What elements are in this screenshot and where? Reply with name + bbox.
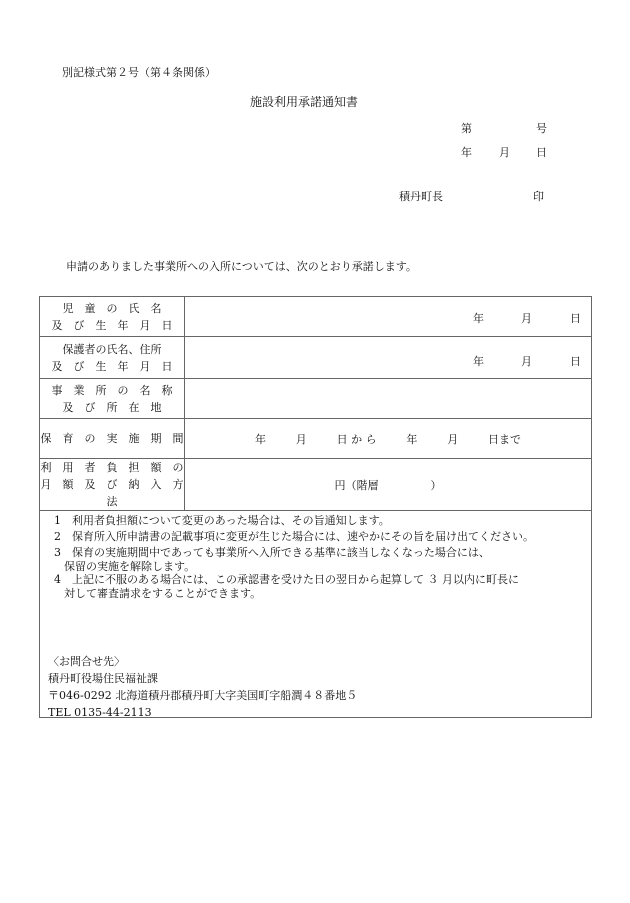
guardian-birthdate [473, 353, 581, 367]
month-label: 月 [521, 354, 532, 368]
note-number: 4 [54, 573, 61, 586]
note-4 [54, 573, 519, 601]
fee-label [40, 459, 195, 511]
note-1 [54, 514, 390, 528]
guardian-label-line2: 及 び 生 年 月 日 [51, 359, 173, 373]
period-to-month: 月 [447, 432, 459, 446]
period-label: 保 育 の 実 施 期 間 [40, 419, 185, 459]
table-row-period [40, 419, 592, 459]
table-row-fee [40, 459, 592, 511]
contact-block [48, 653, 357, 721]
note-continuation: 対して審査請求をすることができます。 [64, 587, 262, 600]
guardian-label-line1: 保護者の氏名、住所 [62, 342, 162, 356]
note-2 [54, 530, 534, 544]
fee-label-line2: 月 額 及 び 納 入 方 法 [40, 478, 195, 508]
year-label: 年 [473, 311, 484, 325]
child-label-line1: 児 童 の 氏 名 [62, 301, 162, 315]
approval-table [39, 296, 592, 511]
child-label [40, 297, 185, 337]
note-number: 3 [54, 546, 61, 559]
note-text: 保育の実施期間中であっても事業所へ入所できる基準に該当しなくなった場合には、 [72, 546, 490, 559]
year-label: 年 [461, 146, 472, 159]
period-from-year: 年 [255, 432, 266, 446]
day-label: 日 [570, 354, 581, 368]
number-suffix: 号 [536, 122, 547, 135]
form-number: 別記様式第２号（第４条関係） [62, 66, 216, 79]
year-label: 年 [473, 354, 484, 368]
contact-address: 〒046-0292 北海道積丹郡積丹町大字美国町字船澗４８番地５ [48, 689, 358, 702]
day-label: 日 [570, 311, 581, 325]
contact-phone: TEL 0135-44-2113 [48, 706, 152, 719]
month-label: 月 [499, 146, 510, 159]
fee-value-cell[interactable] [185, 459, 592, 511]
fee-yen-label: 円（階層 [334, 478, 379, 492]
facility-label [40, 379, 185, 419]
table-row-guardian [40, 337, 592, 379]
document-title: 施設利用承諾通知書 [250, 95, 359, 109]
facility-label-line2: 及 び 所 在 地 [62, 400, 162, 414]
issuer-name: 積丹町長 [399, 190, 443, 203]
note-text: 上記に不服のある場合には、この承認書を受けた日の翌日から起算して ３ 月以内に町長に [72, 573, 519, 586]
period-value-cell[interactable] [185, 419, 592, 459]
period-dates [185, 431, 591, 447]
table-row-facility [40, 379, 592, 419]
period-from-month: 月 [295, 432, 307, 446]
note-text: 利用者負担額について変更のあった場合は、その旨通知します。 [72, 514, 390, 527]
fee-close-paren: ） [430, 478, 442, 492]
note-number: 1 [54, 514, 61, 527]
fee-label-line1: 利 用 者 負 担 額 の [40, 461, 184, 474]
note-3 [54, 546, 490, 574]
note-number: 2 [54, 530, 61, 543]
number-prefix: 第 [461, 122, 472, 135]
guardian-label [40, 337, 185, 379]
child-birthdate [473, 310, 581, 324]
child-value-cell[interactable] [185, 297, 592, 337]
facility-label-line1: 事 業 所 の 名 称 [51, 383, 173, 397]
table-row-child [40, 297, 592, 337]
contact-department: 積丹町役場住民福祉課 [48, 672, 158, 685]
facility-value-cell[interactable] [185, 379, 592, 419]
period-to-year: 年 [406, 432, 418, 446]
period-to-day: 日まで [487, 432, 521, 446]
notes-box [39, 509, 592, 718]
guardian-value-cell[interactable] [185, 337, 592, 379]
note-text: 保育所入所申請書の記載事項に変更が生じた場合には、速やかにその旨を届け出てください。 [72, 530, 534, 543]
day-label: 日 [536, 146, 547, 159]
note-continuation: 保留の実施を解除します。 [64, 560, 196, 573]
child-label-line2: 及 び 生 年 月 日 [51, 318, 173, 332]
month-label: 月 [521, 311, 532, 325]
contact-heading: 〈お問合せ先〉 [48, 655, 125, 668]
period-from-day: 日 か ら [336, 432, 377, 446]
intro-text: 申請のありました事業所への入所については、次のとおり承諾します。 [66, 260, 417, 273]
seal-mark: 印 [533, 190, 544, 203]
